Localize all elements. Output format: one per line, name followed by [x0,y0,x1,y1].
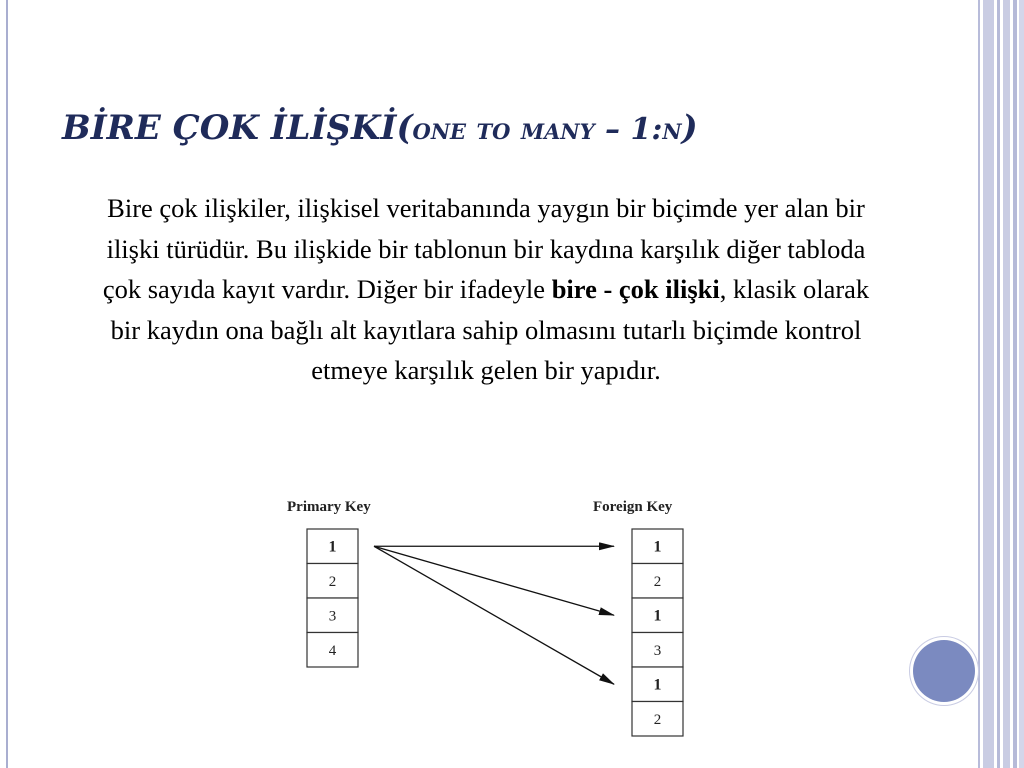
paragraph-part-1: Bire çok ilişkiler, ilişkisel veritabanında yaygın bir biçimde yer alan bir ilişki türüdür. Bu ilişkide bir tablonun bir kaydına karşılık diğer tabloda çok sayıda kayıt vardır. Diğer bir ifadeyle [102,193,866,304]
slide-title [62,106,962,152]
right-decor-stripe [978,0,980,768]
foreign-key-value: 1 [653,538,662,556]
primary-key-value: 2 [328,573,337,590]
right-decor-stripe [1013,0,1017,768]
relationship-arrows [374,546,614,684]
diagram-canvas [280,492,720,742]
foreign-key-value: 1 [653,607,662,625]
foreign-key-value: 2 [653,573,662,590]
primary-key-label: Primary Key [287,499,371,515]
left-border [6,0,8,768]
paragraph-bold-term: bire - çok ilişki [551,274,720,304]
primary-key-table [307,529,358,667]
right-decor-stripe [997,0,1000,768]
primary-key-value: 1 [328,538,337,556]
relationship-arrow [374,546,614,684]
foreign-key-value: 1 [653,676,662,694]
title-subtitle: one to many – 1:n [412,112,682,147]
foreign-key-table [632,529,683,736]
title-close: ) [681,108,698,148]
foreign-key-label: Foreign Key [593,499,673,515]
right-decor-stripe [983,0,994,768]
paragraph-part-2: , klasik olarak bir kaydın ona bağlı alt kayıtlara sahip olmasını tutarlı biçimde kontrol etmeye karşılık gelen bir yapıdır. [110,274,870,385]
primary-key-value: 4 [328,642,337,659]
decor-circle [913,640,975,702]
right-decor-stripe [1003,0,1010,768]
right-decor-stripe [1019,0,1024,768]
title-main: BİRE ÇOK İLİŞKİ( [62,108,413,148]
primary-key-value: 3 [328,608,337,625]
relationship-arrow [374,546,614,615]
foreign-key-value: 2 [653,711,662,728]
one-to-many-diagram [280,492,720,742]
foreign-key-value: 3 [653,642,662,659]
body-paragraph [86,188,886,391]
